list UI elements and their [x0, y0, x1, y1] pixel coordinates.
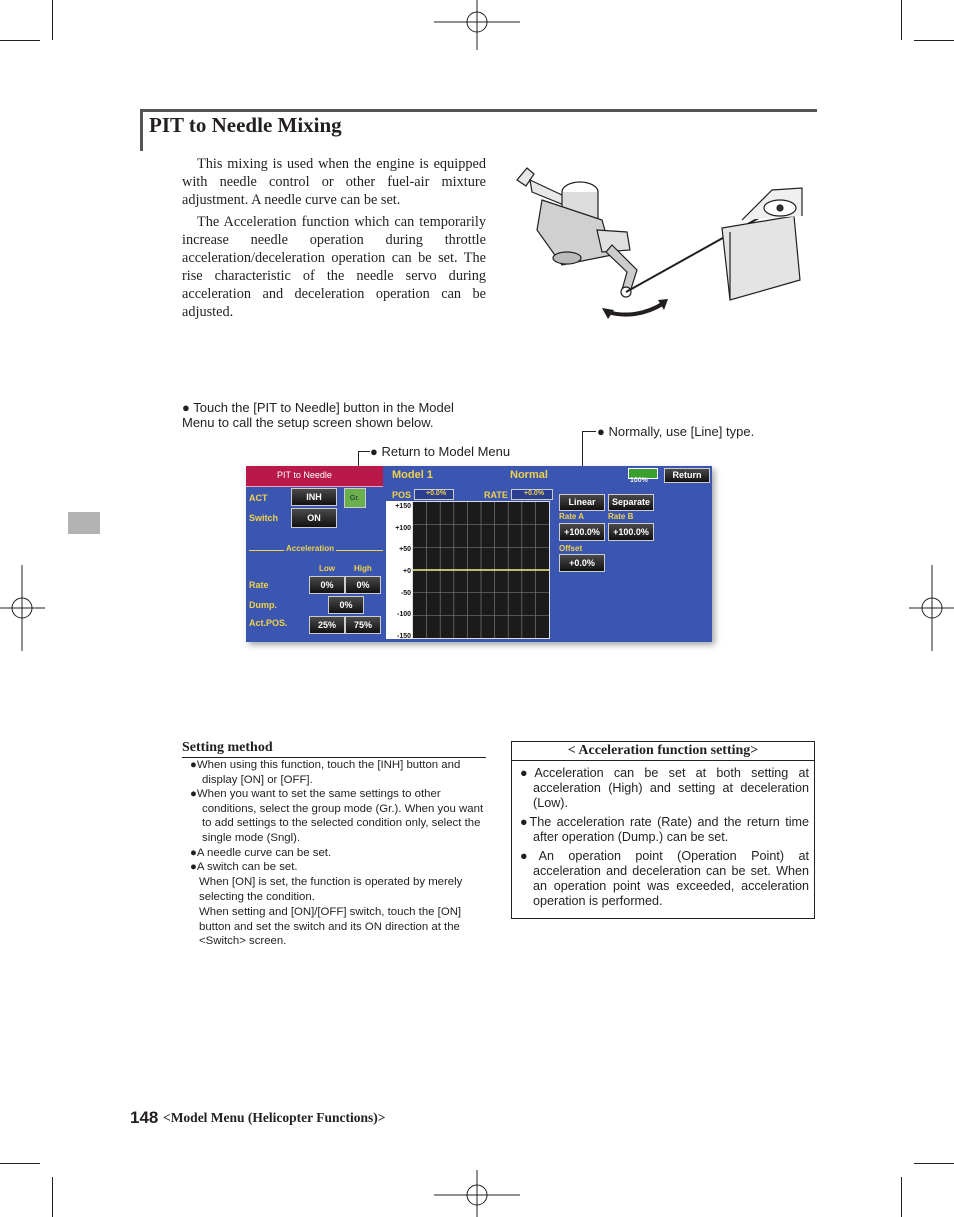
- page-title: PIT to Needle Mixing: [149, 113, 342, 137]
- pos-value: +0.0%: [426, 490, 447, 497]
- acceleration-box-rule: [512, 760, 814, 761]
- acceleration-item-2: ●The acceleration rate (Rate) and the return time after operation (Dump.) can be set.: [520, 815, 809, 844]
- y-tick-label: -50: [400, 589, 411, 597]
- acceleration-item-3: ●An operation point (Operation Point) at acceleration and deceleration can be set. When an operation point was exceeded, acceleration operation is performed.: [520, 849, 809, 908]
- registration-mark-left: [0, 565, 45, 651]
- registration-mark-top: [434, 0, 520, 60]
- function-tab-label: PIT to Needle: [277, 470, 332, 480]
- side-tab-marker: [68, 512, 100, 534]
- linear-button[interactable]: Linear: [559, 494, 605, 511]
- curve-grid: [413, 502, 549, 638]
- act-button[interactable]: INH: [291, 488, 337, 506]
- title-rule: [140, 109, 817, 112]
- rate-a-button[interactable]: +100.0%: [559, 523, 605, 541]
- rate-low-button[interactable]: 0%: [309, 576, 345, 594]
- rate-b-button[interactable]: +100.0%: [608, 523, 654, 541]
- setting-item-4: ●A switch can be set.: [190, 861, 298, 874]
- actpos-label: Act.POS.: [249, 618, 288, 628]
- switch-button[interactable]: ON: [291, 508, 337, 528]
- y-tick-label: -100: [396, 611, 411, 619]
- callout-return: ● Return to Model Menu: [370, 444, 511, 459]
- rate-a-label: Rate A: [559, 512, 585, 521]
- offset-label: Offset: [559, 544, 583, 553]
- battery-percent: 100%: [630, 477, 648, 484]
- rate-b-label: Rate B: [608, 512, 634, 521]
- y-tick-label: +50: [399, 546, 411, 554]
- rate-label: Rate: [249, 580, 269, 590]
- setting-method-heading: Setting method: [182, 740, 273, 755]
- high-label: High: [354, 564, 372, 573]
- setup-screen: [246, 466, 712, 642]
- setting-item-2: ●When you want to set the same settings to other conditions, select the group mode (Gr.). When you want to add settings to the selected condition only, select the single mode (Sngl).: [190, 788, 484, 844]
- callout-linear: ● Normally, use [Line] type.: [597, 424, 755, 439]
- switch-detail-2: When setting and [ON]/[OFF] switch, touch the [ON] button and set the switch and its ON direction at the <Switch> screen.: [199, 906, 462, 948]
- group-mode-icon[interactable]: [344, 488, 366, 508]
- needle-servo-illustration: [502, 160, 814, 320]
- switch-label: Switch: [249, 513, 279, 523]
- rate-high-button[interactable]: 0%: [345, 576, 381, 594]
- title-left-rule: [140, 109, 143, 151]
- needle-curve-graph[interactable]: [412, 501, 550, 639]
- rate-header-value: +0.0%: [524, 490, 545, 497]
- acceleration-list: [512, 766, 814, 909]
- intro-paragraph-1: This mixing is used when the engine is equipped with needle control or other fuel-air mixture adjustment. A needle curve can be set.: [182, 156, 486, 208]
- acceleration-box-heading: < Acceleration function setting>: [567, 743, 759, 758]
- y-tick-label: +150: [395, 503, 411, 510]
- acceleration-item-1: ●Acceleration can be set at both setting at acceleration (High) and setting at deceleration (Low).: [520, 766, 809, 810]
- switch-detail-1: When [ON] is set, the function is operated by merely selecting the condition.: [199, 876, 463, 903]
- acceleration-heading: Acceleration: [286, 544, 335, 553]
- setting-item-1: ●When using this function, touch the [INH] button and display [ON] or [OFF].: [190, 759, 461, 786]
- condition-name: Normal: [510, 469, 548, 481]
- pos-label: POS: [392, 490, 412, 500]
- y-tick-label: +100: [395, 524, 411, 532]
- return-button[interactable]: Return: [664, 468, 710, 483]
- group-mode-label: Gr.: [350, 495, 360, 502]
- acceleration-box: [511, 741, 815, 919]
- intro-text: [182, 155, 486, 325]
- rate-header-label: RATE: [484, 490, 508, 500]
- y-tick-label: -150: [396, 633, 411, 640]
- model-name: Model 1: [392, 469, 433, 481]
- separate-button[interactable]: Separate: [608, 494, 654, 511]
- touch-instruction: ● Touch the [PIT to Needle] button in the Model Menu to call the setup screen shown below.: [182, 400, 454, 430]
- y-tick-label: +0: [403, 568, 411, 575]
- offset-button[interactable]: +0.0%: [559, 554, 605, 572]
- act-label: ACT: [249, 493, 268, 503]
- registration-mark-bottom: [434, 1160, 520, 1217]
- footer-section-label: <Model Menu (Helicopter Functions)>: [163, 1110, 386, 1125]
- dump-label: Dump.: [249, 600, 277, 610]
- low-label: Low: [319, 564, 335, 573]
- page-number: 148: [130, 1108, 159, 1127]
- intro-paragraph-2: The Acceleration function which can temporarily increase needle operation during throttle acceleration/deceleration operation can be set. The rise characteristic of the needle servo during acceleration and deceleration operation can be adjusted.: [182, 214, 486, 320]
- callout-return-line: [358, 451, 370, 452]
- registration-mark-right: [909, 565, 954, 651]
- actpos-high-button[interactable]: 75%: [345, 616, 381, 634]
- callout-linear-line: [582, 431, 596, 432]
- setting-item-3: ●A needle curve can be set.: [190, 846, 332, 859]
- actpos-low-button[interactable]: 25%: [309, 616, 345, 634]
- setting-method-list: [186, 758, 488, 875]
- dump-button[interactable]: 0%: [328, 596, 364, 614]
